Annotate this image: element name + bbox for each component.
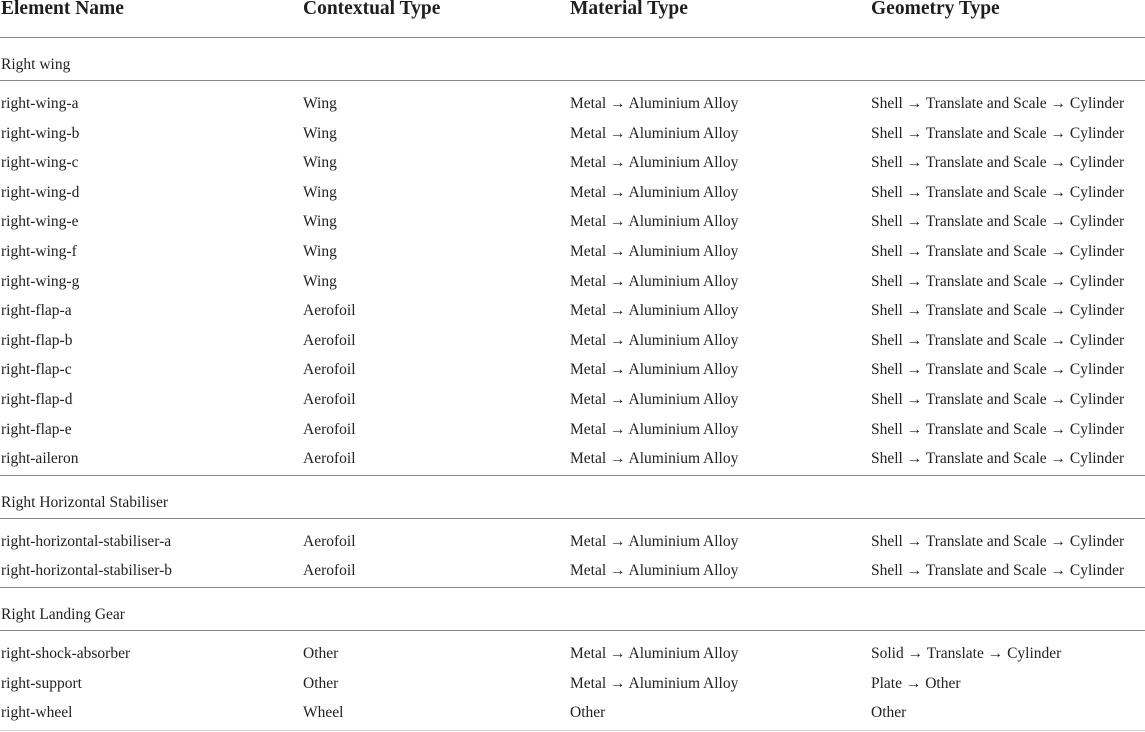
cell-element-name: right-flap-c (1, 361, 72, 379)
table-row (0, 90, 1145, 120)
table-row (0, 268, 1145, 298)
cell-geometry-type: Shell → Translate and Scale → Cylinder (871, 331, 1125, 349)
cell-material-type: Metal → Aluminium Alloy (570, 361, 739, 379)
table-row (0, 208, 1145, 238)
table-row (0, 557, 1145, 587)
cell-geometry-type: Shell → Translate and Scale → Cylinder (871, 420, 1125, 438)
cell-material-type: Metal → Aluminium Alloy (570, 562, 739, 580)
cell-geometry-type: Shell → Translate and Scale → Cylinder (871, 213, 1125, 231)
cell-element-name: right-flap-b (1, 331, 73, 349)
section-header (0, 38, 1145, 81)
header-material-type: Material Type (570, 0, 688, 19)
cell-contextual-type: Other (303, 674, 339, 692)
cell-geometry-type: Shell → Translate and Scale → Cylinder (871, 361, 1125, 379)
section-rows (0, 631, 1145, 729)
table-row (0, 386, 1145, 416)
cell-contextual-type: Aerofoil (303, 361, 356, 379)
cell-material-type: Metal → Aluminium Alloy (570, 213, 739, 231)
cell-contextual-type: Wing (303, 95, 337, 112)
cell-geometry-type: Shell → Translate and Scale → Cylinder (871, 532, 1125, 550)
cell-geometry-type: Shell → Translate and Scale → Cylinder (871, 562, 1125, 580)
header-geometry-type: Geometry Type (871, 0, 1000, 19)
table-row (0, 640, 1145, 670)
section-header (0, 476, 1145, 519)
cell-material-type: Other (570, 704, 606, 722)
cell-material-type: Metal → Aluminium Alloy (570, 242, 739, 260)
cell-material-type: Metal → Aluminium Alloy (570, 95, 739, 112)
table-bottom-rule (0, 729, 1145, 731)
cell-element-name: right-horizontal-stabiliser-a (1, 532, 172, 550)
table-row (0, 699, 1145, 729)
cell-contextual-type: Aerofoil (303, 331, 356, 349)
cell-element-name: right-wing-f (1, 242, 77, 260)
cell-contextual-type: Wing (303, 213, 337, 231)
cell-material-type: Metal → Aluminium Alloy (570, 183, 739, 201)
cell-geometry-type: Shell → Translate and Scale → Cylinder (871, 450, 1125, 468)
cell-element-name: right-horizontal-stabiliser-b (1, 562, 172, 580)
cell-contextual-type: Wing (303, 124, 337, 142)
table-row (0, 120, 1145, 150)
cell-element-name: right-wing-a (1, 95, 79, 112)
table-header-row (0, 0, 1145, 38)
cell-element-name: right-wing-c (1, 154, 79, 172)
cell-contextual-type: Aerofoil (303, 420, 356, 438)
cell-material-type: Metal → Aluminium Alloy (570, 420, 739, 438)
cell-contextual-type: Aerofoil (303, 532, 356, 550)
cell-contextual-type: Aerofoil (303, 450, 356, 468)
cell-geometry-type: Shell → Translate and Scale → Cylinder (871, 242, 1125, 260)
section-rows (0, 81, 1145, 476)
table-row (0, 238, 1145, 268)
table-row (0, 327, 1145, 357)
cell-element-name: right-flap-d (1, 390, 73, 408)
section-title: Right Horizontal Stabiliser (1, 493, 169, 511)
cell-material-type: Metal → Aluminium Alloy (570, 644, 739, 662)
header-element-name: Element Name (1, 0, 124, 19)
table-row (0, 297, 1145, 327)
cell-geometry-type: Shell → Translate and Scale → Cylinder (871, 272, 1125, 290)
table-row (0, 179, 1145, 209)
cell-contextual-type: Wing (303, 154, 337, 172)
cell-material-type: Metal → Aluminium Alloy (570, 450, 739, 468)
cell-element-name: right-wing-d (1, 183, 80, 201)
table-row (0, 445, 1145, 475)
cell-material-type: Metal → Aluminium Alloy (570, 331, 739, 349)
cell-contextual-type: Aerofoil (303, 390, 356, 408)
cell-element-name: right-flap-e (1, 420, 72, 438)
section-rows (0, 519, 1145, 588)
cell-contextual-type: Aerofoil (303, 302, 356, 320)
cell-material-type: Metal → Aluminium Alloy (570, 532, 739, 550)
section-header (0, 588, 1145, 631)
section-title: Right wing (1, 56, 71, 73)
cell-contextual-type: Wing (303, 183, 337, 201)
table-row (0, 528, 1145, 558)
cell-element-name: right-shock-absorber (1, 644, 131, 662)
cell-material-type: Metal → Aluminium Alloy (570, 302, 739, 320)
cell-element-name: right-wing-e (1, 213, 79, 231)
cell-element-name: right-aileron (1, 450, 79, 468)
cell-geometry-type: Shell → Translate and Scale → Cylinder (871, 183, 1125, 201)
table-row (0, 149, 1145, 179)
cell-geometry-type: Solid → Translate → Cylinder (871, 644, 1062, 662)
table-body (0, 38, 1145, 731)
cell-geometry-type: Shell → Translate and Scale → Cylinder (871, 302, 1125, 320)
section-title: Right Landing Gear (1, 605, 125, 623)
cell-element-name: right-wing-b (1, 124, 80, 142)
cell-element-name: right-support (1, 674, 82, 692)
cell-element-name: right-flap-a (1, 302, 72, 320)
cell-material-type: Metal → Aluminium Alloy (570, 124, 739, 142)
cell-material-type: Metal → Aluminium Alloy (570, 674, 739, 692)
cell-geometry-type: Shell → Translate and Scale → Cylinder (871, 95, 1125, 112)
cell-contextual-type: Wheel (303, 704, 344, 722)
cell-contextual-type: Wing (303, 272, 337, 290)
cell-geometry-type: Shell → Translate and Scale → Cylinder (871, 124, 1125, 142)
header-contextual-type: Contextual Type (303, 0, 441, 19)
cell-geometry-type: Shell → Translate and Scale → Cylinder (871, 154, 1125, 172)
cell-element-name: right-wheel (1, 704, 73, 722)
cell-geometry-type: Shell → Translate and Scale → Cylinder (871, 390, 1125, 408)
cell-material-type: Metal → Aluminium Alloy (570, 390, 739, 408)
cell-contextual-type: Aerofoil (303, 562, 356, 580)
cell-element-name: right-wing-g (1, 272, 80, 290)
cell-geometry-type: Plate → Other (871, 674, 961, 692)
cell-geometry-type: Other (871, 704, 907, 722)
cell-contextual-type: Wing (303, 242, 337, 260)
cell-material-type: Metal → Aluminium Alloy (570, 272, 739, 290)
table-row (0, 670, 1145, 700)
table-row (0, 416, 1145, 446)
cell-contextual-type: Other (303, 644, 339, 662)
cell-material-type: Metal → Aluminium Alloy (570, 154, 739, 172)
table-row (0, 356, 1145, 386)
